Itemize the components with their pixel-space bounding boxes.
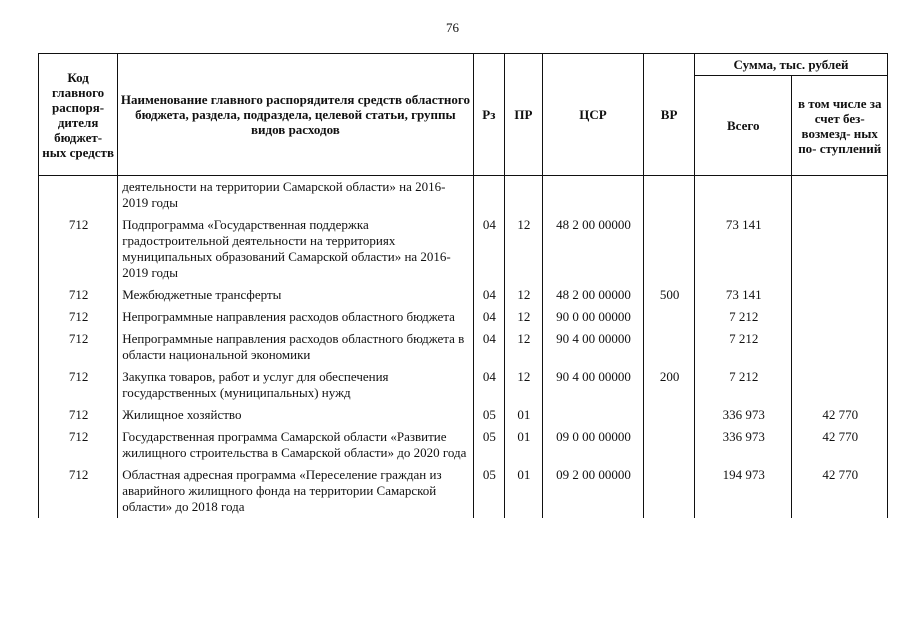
table-row	[39, 366, 888, 404]
cell-rz: 04	[473, 214, 504, 284]
cell-csr: 09 0 00 00000	[542, 426, 644, 464]
continuation-row	[39, 176, 888, 215]
cell-rz: 04	[473, 366, 504, 404]
cell-total: 336 973	[694, 426, 791, 464]
cell-code: 712	[39, 366, 118, 404]
cell-incl: 42 770	[792, 464, 888, 518]
cell-code: 712	[39, 306, 118, 328]
cell-incl	[792, 328, 888, 366]
cell-pr: 12	[505, 366, 543, 404]
cell-rz: 05	[473, 404, 504, 426]
cell-vr: 500	[644, 284, 695, 306]
cell-vr	[644, 426, 695, 464]
cell-name: Закупка товаров, работ и услуг для обеспечения государственных (муниципальных) нужд	[118, 366, 473, 404]
cell-pr: 01	[505, 426, 543, 464]
cell-name: Непрограммные направления расходов областного бюджета в области национальной экономики	[118, 328, 473, 366]
cell-rz: 05	[473, 426, 504, 464]
cell-incl	[792, 284, 888, 306]
cell-incl	[792, 214, 888, 284]
cell-code: 712	[39, 214, 118, 284]
cell-total: 336 973	[694, 404, 791, 426]
cell-incl: 42 770	[792, 404, 888, 426]
table-row	[39, 426, 888, 464]
table-row	[39, 306, 888, 328]
cell-vr: 200	[644, 366, 695, 404]
table-header	[39, 54, 888, 176]
cell-rz: 04	[473, 306, 504, 328]
header-pr: ПР	[505, 54, 543, 176]
header-sum: Сумма, тыс. рублей	[694, 54, 887, 76]
cell-pr: 01	[505, 404, 543, 426]
cell-csr: 48 2 00 00000	[542, 214, 644, 284]
cell-vr	[644, 214, 695, 284]
header-vr: ВР	[644, 54, 695, 176]
page-number: 76	[446, 20, 459, 35]
cell-csr: 90 0 00 00000	[542, 306, 644, 328]
cell-name: Областная адресная программа «Переселение граждан из аварийного жилищного фонда на территории Самарской области» до 2018 года	[118, 464, 473, 518]
cell-pr: 12	[505, 306, 543, 328]
cell-total: 194 973	[694, 464, 791, 518]
cell-name: Жилищное хозяйство	[118, 404, 473, 426]
cell-csr: 09 2 00 00000	[542, 464, 644, 518]
header-name: Наименование главного распорядителя средств областного бюджета, раздела, подраздела, целевой статьи, группы видов расходов	[118, 54, 473, 176]
continuation-text: деятельности на территории Самарской области» на 2016-2019 годы	[118, 176, 473, 215]
header-code: Код главного распоря- дителя бюджет- ных средств	[39, 54, 118, 176]
cell-csr: 90 4 00 00000	[542, 328, 644, 366]
cell-total: 7 212	[694, 306, 791, 328]
header-total: Всего	[694, 76, 791, 176]
cell-csr: 48 2 00 00000	[542, 284, 644, 306]
cell-rz: 04	[473, 284, 504, 306]
cell-rz: 04	[473, 328, 504, 366]
cell-vr	[644, 306, 695, 328]
cell-csr: 90 4 00 00000	[542, 366, 644, 404]
cell-pr: 12	[505, 284, 543, 306]
cell-total: 7 212	[694, 328, 791, 366]
cell-incl	[792, 366, 888, 404]
cell-incl: 42 770	[792, 426, 888, 464]
table-row	[39, 284, 888, 306]
cell-total: 73 141	[694, 284, 791, 306]
cell-pr: 12	[505, 328, 543, 366]
cell-pr: 01	[505, 464, 543, 518]
cell-vr	[644, 464, 695, 518]
cell-total: 7 212	[694, 366, 791, 404]
cell-vr	[644, 328, 695, 366]
cell-rz: 05	[473, 464, 504, 518]
cell-code: 712	[39, 328, 118, 366]
table-row	[39, 404, 888, 426]
cell-vr	[644, 404, 695, 426]
cell-code: 712	[39, 426, 118, 464]
cell-code: 712	[39, 404, 118, 426]
cell-code: 712	[39, 284, 118, 306]
cell-name: Государственная программа Самарской области «Развитие жилищного строительства в Самарской области» до 2020 года	[118, 426, 473, 464]
cell-name: Непрограммные направления расходов областного бюджета	[118, 306, 473, 328]
cell-code: 712	[39, 464, 118, 518]
header-rz: Рз	[473, 54, 504, 176]
table-row	[39, 328, 888, 366]
budget-table	[38, 53, 888, 518]
table-body	[39, 176, 888, 519]
table-row	[39, 214, 888, 284]
table-row	[39, 464, 888, 518]
header-csr: ЦСР	[542, 54, 644, 176]
cell-incl	[792, 306, 888, 328]
cell-csr	[542, 404, 644, 426]
cell-name: Подпрограмма «Государственная поддержка градостроительной деятельности на территориях муниципальных образований Самарской области» на 2016-2019 годы	[118, 214, 473, 284]
cell-total: 73 141	[694, 214, 791, 284]
cell-pr: 12	[505, 214, 543, 284]
cell-name: Межбюджетные трансферты	[118, 284, 473, 306]
header-incl: в том числе за счет без- возмезд- ных по- ступлений	[792, 76, 888, 176]
